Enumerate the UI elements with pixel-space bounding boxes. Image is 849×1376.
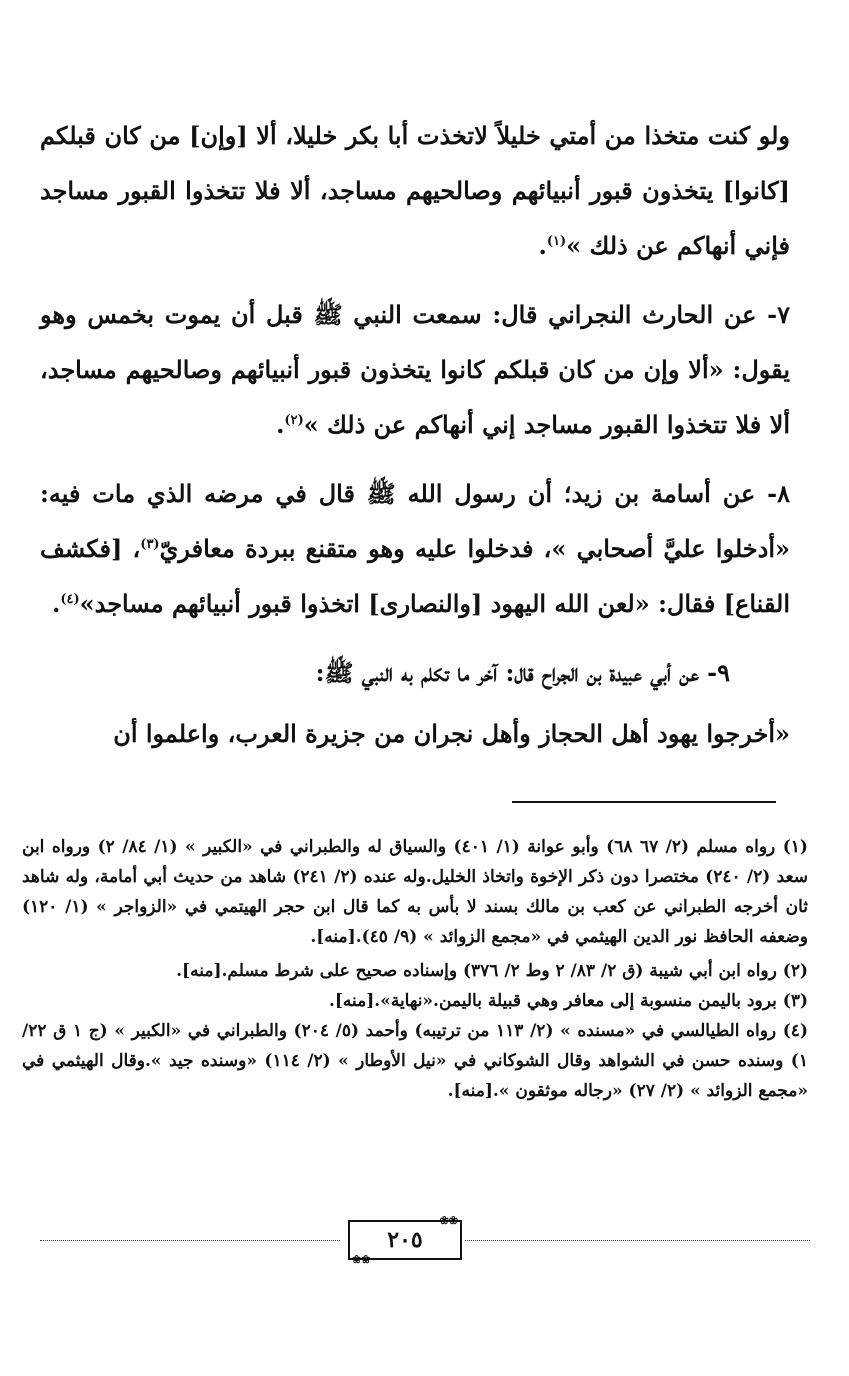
dotted-rule-left	[40, 1240, 340, 1241]
paragraph-1	[40, 108, 790, 273]
paragraph-4: ٩- عن أبي عبيدة بن الجراح قال: آخر ما تكلم به النبي ﷺ:	[315, 658, 730, 687]
footnote-2: (٢) رواه ابن أبي شيبة (ق ٢/ ٨٣/ ٢ وط ٢/ ٣٧٦) وإسناده صحيح على شرط مسلم.[منه].	[176, 961, 808, 981]
dotted-rule-right	[465, 1240, 810, 1241]
paragraph-3	[40, 466, 790, 631]
footnote-ref-2: (٢)	[284, 413, 304, 428]
ornament-icon: ❀❀	[352, 1253, 371, 1266]
main-text	[40, 108, 790, 761]
paragraph-2-text: ٧- عن الحارث النجراني قال: سمعت النبي ﷺ قبل أن يموت بخمس وهو يقول: «ألا وإن من كان قبلكم كانوا يتخذون قبور أنبيائهم وصالحيهم مساجد، ألا فلا تتخذوا القبور مساجد إني أنهاكم عن ذلك »	[40, 300, 790, 439]
page-number-box	[348, 1214, 462, 1266]
page-number: ٢٠٥	[387, 1227, 423, 1253]
footnote-ref-1: (١)	[546, 234, 567, 249]
paragraph-2-end: .	[276, 410, 285, 439]
footnote-4: (٤) رواه الطيالسي في «مسنده » (٢/ ١١٣ من ترتيبه) وأحمد (٥/ ٢٠٤) والطبراني في «الكبير » (ج ١ ق ٢٢/ ١) وسنده حسن في الشواهد وقال الشوكاني في «نيل الأوطار » (٢/ ١١٤) «وسنده جيد ».وقال الهيثمي في «مجمع الزوائد » (٢/ ٢٧) «رجاله موثقون ».[منه].	[22, 1021, 808, 1101]
footnote-separator	[512, 801, 776, 803]
paragraph-5: «أخرجوا يهود أهل الحجاز وأهل نجران من جزيرة العرب، واعلموا أن	[113, 719, 790, 748]
paragraph-1-end: .	[538, 231, 547, 260]
footnote-1: (١) رواه مسلم (٢/ ٦٧ ٦٨) وأبو عوانة (١/ ٤٠١) والسياق له والطبراني في «الكبير » (١/ ٨٤/ ٢) ورواه ابن سعد (٢/ ٢٤٠) مختصرا دون ذكر الإخوة واتخاذ الخليل.وله عنده (٢/ ٢٤١) شاهد من حديث أبي أمامة، وله شاهد ثان أخرجه الطبراني عن كعب بن مالك بسند لا بأس به كما قال ابن حجر الهيتمي في «الزواجر » (١/ ١٢٠) وضعفه الحافظ نور الدين الهيثمي في «مجمع الزوائد » (٩/ ٤٥).[منه].	[22, 837, 808, 947]
page-footer	[40, 1214, 810, 1266]
paragraph-3-end: .	[51, 589, 61, 618]
footnote-ref-3: (٣)	[140, 537, 160, 552]
paragraph-3-middle: ، [فكشف القناع] فقال: «لعن الله اليهود [والنصارى] اتخذوا قبور أنبيائهم مساجد»	[40, 534, 790, 618]
ornament-icon: ❀❀	[439, 1214, 458, 1227]
paragraph-1-text: ولو كنت متخذا من أمتي خليلاً لاتخذت أبا بكر خليلا، ألا [وإن] من كان قبلكم [كانوا] يتخذون قبور أنبيائهم وصالحيهم مساجد، ألا فلا تتخذوا القبور مساجد فإني أنهاكم عن ذلك »	[40, 121, 790, 260]
footnote-3: (٣) برود باليمن منسوبة إلى معافر وهي قبيلة باليمن.«نهاية».[منه].	[328, 991, 808, 1011]
footnote-ref-4: (٤)	[60, 592, 80, 607]
paragraph-3-text: ٨- عن أسامة بن زيد؛ أن رسول الله ﷺ قال في مرضه الذي مات فيه: «أدخلوا عليَّ أصحابي »، فدخلوا عليه وهو متقنع ببردة معافريّ	[40, 479, 790, 563]
paragraph-2	[40, 287, 790, 452]
footnotes	[22, 832, 808, 1106]
